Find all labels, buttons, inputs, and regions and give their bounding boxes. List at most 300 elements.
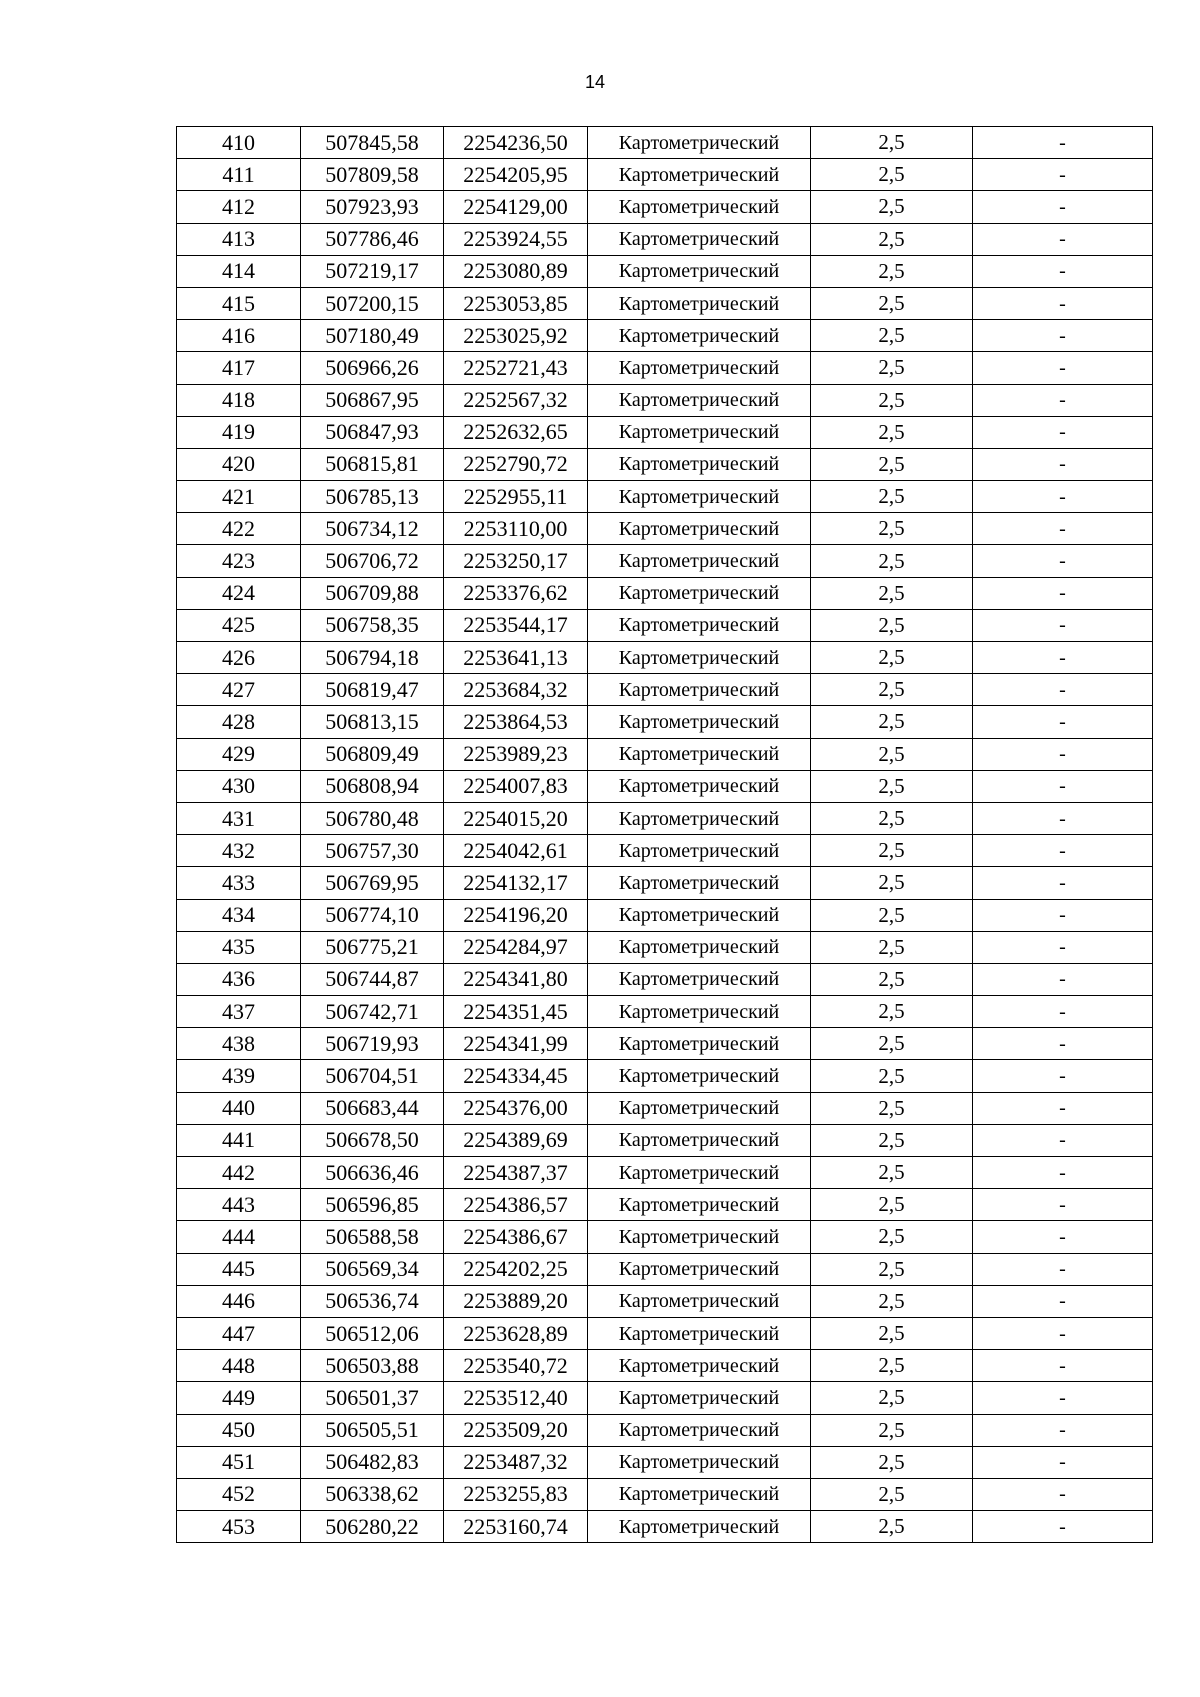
y-coordinate-cell: 2253540,72: [444, 1350, 588, 1382]
point-number-cell: 417: [177, 352, 301, 384]
method-cell: Картометрический: [588, 738, 811, 770]
accuracy-cell: 2,5: [811, 899, 973, 931]
note-cell: -: [973, 159, 1153, 191]
accuracy-cell: 2,5: [811, 996, 973, 1028]
point-number-cell: 452: [177, 1478, 301, 1510]
accuracy-cell: 2,5: [811, 1157, 973, 1189]
y-coordinate-cell: 2253080,89: [444, 255, 588, 287]
y-coordinate-cell: 2252632,65: [444, 416, 588, 448]
table-row: [177, 191, 1153, 223]
x-coordinate-cell: 506501,37: [301, 1382, 444, 1414]
method-cell: Картометрический: [588, 674, 811, 706]
y-coordinate-cell: 2252721,43: [444, 352, 588, 384]
point-number-cell: 420: [177, 448, 301, 480]
point-number-cell: 426: [177, 642, 301, 674]
x-coordinate-cell: 506758,35: [301, 609, 444, 641]
point-number-cell: 442: [177, 1157, 301, 1189]
method-cell: Картометрический: [588, 191, 811, 223]
x-coordinate-cell: 506780,48: [301, 802, 444, 834]
point-number-cell: 436: [177, 963, 301, 995]
table-row: [177, 770, 1153, 802]
accuracy-cell: 2,5: [811, 1317, 973, 1349]
table-row: [177, 1189, 1153, 1221]
method-cell: Картометрический: [588, 1285, 811, 1317]
note-cell: -: [973, 931, 1153, 963]
table-row: [177, 513, 1153, 545]
accuracy-cell: 2,5: [811, 127, 973, 159]
note-cell: -: [973, 287, 1153, 319]
note-cell: -: [973, 738, 1153, 770]
note-cell: -: [973, 770, 1153, 802]
point-number-cell: 446: [177, 1285, 301, 1317]
table-row: [177, 674, 1153, 706]
y-coordinate-cell: 2254376,00: [444, 1092, 588, 1124]
point-number-cell: 427: [177, 674, 301, 706]
note-cell: -: [973, 513, 1153, 545]
point-number-cell: 435: [177, 931, 301, 963]
point-number-cell: 437: [177, 996, 301, 1028]
table-row: [177, 127, 1153, 159]
y-coordinate-cell: 2253487,32: [444, 1446, 588, 1478]
x-coordinate-cell: 506719,93: [301, 1028, 444, 1060]
page-number: 14: [584, 72, 606, 92]
accuracy-cell: 2,5: [811, 642, 973, 674]
x-coordinate-cell: 506809,49: [301, 738, 444, 770]
method-cell: Картометрический: [588, 963, 811, 995]
method-cell: Картометрический: [588, 996, 811, 1028]
method-cell: Картометрический: [588, 352, 811, 384]
note-cell: -: [973, 1221, 1153, 1253]
method-cell: Картометрический: [588, 320, 811, 352]
point-number-cell: 430: [177, 770, 301, 802]
x-coordinate-cell: 506704,51: [301, 1060, 444, 1092]
note-cell: -: [973, 1478, 1153, 1510]
point-number-cell: 432: [177, 835, 301, 867]
x-coordinate-cell: 506482,83: [301, 1446, 444, 1478]
x-coordinate-cell: 507219,17: [301, 255, 444, 287]
x-coordinate-cell: 506588,58: [301, 1221, 444, 1253]
note-cell: -: [973, 416, 1153, 448]
x-coordinate-cell: 507180,49: [301, 320, 444, 352]
table-row: [177, 642, 1153, 674]
x-coordinate-cell: 506636,46: [301, 1157, 444, 1189]
table-row: [177, 545, 1153, 577]
y-coordinate-cell: 2254132,17: [444, 867, 588, 899]
point-number-cell: 444: [177, 1221, 301, 1253]
point-number-cell: 433: [177, 867, 301, 899]
accuracy-cell: 2,5: [811, 320, 973, 352]
x-coordinate-cell: 506815,81: [301, 448, 444, 480]
accuracy-cell: 2,5: [811, 352, 973, 384]
y-coordinate-cell: 2254015,20: [444, 802, 588, 834]
x-coordinate-cell: 506744,87: [301, 963, 444, 995]
point-number-cell: 428: [177, 706, 301, 738]
table-row: [177, 1317, 1153, 1349]
note-cell: -: [973, 802, 1153, 834]
point-number-cell: 410: [177, 127, 301, 159]
accuracy-cell: 2,5: [811, 1253, 973, 1285]
accuracy-cell: 2,5: [811, 448, 973, 480]
accuracy-cell: 2,5: [811, 1414, 973, 1446]
note-cell: -: [973, 867, 1153, 899]
table-row: [177, 1285, 1153, 1317]
point-number-cell: 445: [177, 1253, 301, 1285]
y-coordinate-cell: 2253989,23: [444, 738, 588, 770]
method-cell: Картометрический: [588, 706, 811, 738]
note-cell: -: [973, 835, 1153, 867]
y-coordinate-cell: 2254196,20: [444, 899, 588, 931]
table-row: [177, 416, 1153, 448]
method-cell: Картометрический: [588, 448, 811, 480]
accuracy-cell: 2,5: [811, 384, 973, 416]
x-coordinate-cell: 506813,15: [301, 706, 444, 738]
y-coordinate-cell: 2254205,95: [444, 159, 588, 191]
point-number-cell: 431: [177, 802, 301, 834]
y-coordinate-cell: 2254386,57: [444, 1189, 588, 1221]
table-row: [177, 738, 1153, 770]
y-coordinate-cell: 2252790,72: [444, 448, 588, 480]
x-coordinate-cell: 506280,22: [301, 1511, 444, 1543]
y-coordinate-cell: 2253250,17: [444, 545, 588, 577]
method-cell: Картометрический: [588, 384, 811, 416]
point-number-cell: 412: [177, 191, 301, 223]
table-row: [177, 159, 1153, 191]
method-cell: Картометрический: [588, 1350, 811, 1382]
accuracy-cell: 2,5: [811, 1124, 973, 1156]
coordinates-table: [176, 126, 1153, 1543]
x-coordinate-cell: 507786,46: [301, 223, 444, 255]
table-row: [177, 1511, 1153, 1543]
method-cell: Картометрический: [588, 642, 811, 674]
y-coordinate-cell: 2253160,74: [444, 1511, 588, 1543]
x-coordinate-cell: 507923,93: [301, 191, 444, 223]
method-cell: Картометрический: [588, 1221, 811, 1253]
point-number-cell: 438: [177, 1028, 301, 1060]
accuracy-cell: 2,5: [811, 802, 973, 834]
accuracy-cell: 2,5: [811, 867, 973, 899]
accuracy-cell: 2,5: [811, 545, 973, 577]
method-cell: Картометрический: [588, 577, 811, 609]
note-cell: -: [973, 899, 1153, 931]
table-row: [177, 1253, 1153, 1285]
y-coordinate-cell: 2254387,37: [444, 1157, 588, 1189]
table-row: [177, 1092, 1153, 1124]
x-coordinate-cell: 506775,21: [301, 931, 444, 963]
x-coordinate-cell: 506847,93: [301, 416, 444, 448]
note-cell: -: [973, 1124, 1153, 1156]
table-row: [177, 1382, 1153, 1414]
y-coordinate-cell: 2253025,92: [444, 320, 588, 352]
method-cell: Картометрический: [588, 1478, 811, 1510]
note-cell: -: [973, 545, 1153, 577]
note-cell: -: [973, 1157, 1153, 1189]
point-number-cell: 439: [177, 1060, 301, 1092]
note-cell: -: [973, 642, 1153, 674]
method-cell: Картометрический: [588, 1028, 811, 1060]
table-row: [177, 1221, 1153, 1253]
method-cell: Картометрический: [588, 545, 811, 577]
table-row: [177, 384, 1153, 416]
point-number-cell: 453: [177, 1511, 301, 1543]
accuracy-cell: 2,5: [811, 481, 973, 513]
point-number-cell: 429: [177, 738, 301, 770]
x-coordinate-cell: 506569,34: [301, 1253, 444, 1285]
method-cell: Картометрический: [588, 931, 811, 963]
y-coordinate-cell: 2254386,67: [444, 1221, 588, 1253]
note-cell: -: [973, 352, 1153, 384]
x-coordinate-cell: 506867,95: [301, 384, 444, 416]
method-cell: Картометрический: [588, 609, 811, 641]
table-row: [177, 287, 1153, 319]
note-cell: -: [973, 963, 1153, 995]
x-coordinate-cell: 506774,10: [301, 899, 444, 931]
y-coordinate-cell: 2254351,45: [444, 996, 588, 1028]
point-number-cell: 419: [177, 416, 301, 448]
point-number-cell: 422: [177, 513, 301, 545]
table-row: [177, 1060, 1153, 1092]
table-row: [177, 223, 1153, 255]
note-cell: -: [973, 1382, 1153, 1414]
method-cell: Картометрический: [588, 802, 811, 834]
method-cell: Картометрический: [588, 867, 811, 899]
x-coordinate-cell: 506683,44: [301, 1092, 444, 1124]
accuracy-cell: 2,5: [811, 609, 973, 641]
method-cell: Картометрический: [588, 127, 811, 159]
y-coordinate-cell: 2252567,32: [444, 384, 588, 416]
point-number-cell: 425: [177, 609, 301, 641]
note-cell: -: [973, 706, 1153, 738]
note-cell: -: [973, 577, 1153, 609]
table-row: [177, 609, 1153, 641]
table-row: [177, 996, 1153, 1028]
table-row: [177, 352, 1153, 384]
x-coordinate-cell: 506734,12: [301, 513, 444, 545]
table-row: [177, 867, 1153, 899]
y-coordinate-cell: 2253255,83: [444, 1478, 588, 1510]
accuracy-cell: 2,5: [811, 835, 973, 867]
accuracy-cell: 2,5: [811, 1350, 973, 1382]
x-coordinate-cell: 507845,58: [301, 127, 444, 159]
note-cell: -: [973, 1511, 1153, 1543]
note-cell: -: [973, 481, 1153, 513]
note-cell: -: [973, 609, 1153, 641]
x-coordinate-cell: 506709,88: [301, 577, 444, 609]
x-coordinate-cell: 506512,06: [301, 1317, 444, 1349]
y-coordinate-cell: 2253924,55: [444, 223, 588, 255]
method-cell: Картометрический: [588, 1511, 811, 1543]
point-number-cell: 415: [177, 287, 301, 319]
point-number-cell: 424: [177, 577, 301, 609]
x-coordinate-cell: 507200,15: [301, 287, 444, 319]
note-cell: -: [973, 996, 1153, 1028]
accuracy-cell: 2,5: [811, 1189, 973, 1221]
method-cell: Картометрический: [588, 1446, 811, 1478]
y-coordinate-cell: 2253544,17: [444, 609, 588, 641]
point-number-cell: 450: [177, 1414, 301, 1446]
accuracy-cell: 2,5: [811, 1285, 973, 1317]
accuracy-cell: 2,5: [811, 416, 973, 448]
y-coordinate-cell: 2254284,97: [444, 931, 588, 963]
accuracy-cell: 2,5: [811, 706, 973, 738]
y-coordinate-cell: 2254341,80: [444, 963, 588, 995]
note-cell: -: [973, 1350, 1153, 1382]
accuracy-cell: 2,5: [811, 159, 973, 191]
note-cell: -: [973, 127, 1153, 159]
accuracy-cell: 2,5: [811, 287, 973, 319]
method-cell: Картометрический: [588, 899, 811, 931]
point-number-cell: 411: [177, 159, 301, 191]
table-row: [177, 1350, 1153, 1382]
method-cell: Картометрический: [588, 513, 811, 545]
note-cell: -: [973, 1446, 1153, 1478]
y-coordinate-cell: 2254236,50: [444, 127, 588, 159]
y-coordinate-cell: 2252955,11: [444, 481, 588, 513]
point-number-cell: 443: [177, 1189, 301, 1221]
point-number-cell: 440: [177, 1092, 301, 1124]
table-row: [177, 931, 1153, 963]
accuracy-cell: 2,5: [811, 1446, 973, 1478]
table-row: [177, 802, 1153, 834]
method-cell: Картометрический: [588, 770, 811, 802]
table-row: [177, 963, 1153, 995]
table-row: [177, 706, 1153, 738]
x-coordinate-cell: 506536,74: [301, 1285, 444, 1317]
accuracy-cell: 2,5: [811, 674, 973, 706]
point-number-cell: 447: [177, 1317, 301, 1349]
table-row: [177, 1446, 1153, 1478]
note-cell: -: [973, 1253, 1153, 1285]
y-coordinate-cell: 2254202,25: [444, 1253, 588, 1285]
accuracy-cell: 2,5: [811, 1060, 973, 1092]
method-cell: Картометрический: [588, 835, 811, 867]
table-row: [177, 835, 1153, 867]
method-cell: Картометрический: [588, 481, 811, 513]
accuracy-cell: 2,5: [811, 770, 973, 802]
y-coordinate-cell: 2254341,99: [444, 1028, 588, 1060]
point-number-cell: 434: [177, 899, 301, 931]
point-number-cell: 449: [177, 1382, 301, 1414]
accuracy-cell: 2,5: [811, 577, 973, 609]
method-cell: Картометрический: [588, 1189, 811, 1221]
table-row: [177, 1028, 1153, 1060]
x-coordinate-cell: 506338,62: [301, 1478, 444, 1510]
method-cell: Картометрический: [588, 1382, 811, 1414]
table-row: [177, 320, 1153, 352]
y-coordinate-cell: 2254389,69: [444, 1124, 588, 1156]
x-coordinate-cell: 506819,47: [301, 674, 444, 706]
table-row: [177, 1124, 1153, 1156]
note-cell: -: [973, 1285, 1153, 1317]
method-cell: Картометрический: [588, 1157, 811, 1189]
accuracy-cell: 2,5: [811, 1511, 973, 1543]
y-coordinate-cell: 2253509,20: [444, 1414, 588, 1446]
method-cell: Картометрический: [588, 1317, 811, 1349]
x-coordinate-cell: 506769,95: [301, 867, 444, 899]
note-cell: -: [973, 448, 1153, 480]
table-row: [177, 255, 1153, 287]
accuracy-cell: 2,5: [811, 1478, 973, 1510]
table-row: [177, 1414, 1153, 1446]
accuracy-cell: 2,5: [811, 1092, 973, 1124]
coordinates-table-body: [177, 127, 1153, 1543]
accuracy-cell: 2,5: [811, 1028, 973, 1060]
x-coordinate-cell: 506706,72: [301, 545, 444, 577]
point-number-cell: 451: [177, 1446, 301, 1478]
method-cell: Картометрический: [588, 287, 811, 319]
note-cell: -: [973, 191, 1153, 223]
point-number-cell: 423: [177, 545, 301, 577]
y-coordinate-cell: 2254129,00: [444, 191, 588, 223]
y-coordinate-cell: 2253053,85: [444, 287, 588, 319]
note-cell: -: [973, 1317, 1153, 1349]
x-coordinate-cell: 506808,94: [301, 770, 444, 802]
point-number-cell: 416: [177, 320, 301, 352]
table-row: [177, 481, 1153, 513]
method-cell: Картометрический: [588, 159, 811, 191]
x-coordinate-cell: 506596,85: [301, 1189, 444, 1221]
point-number-cell: 413: [177, 223, 301, 255]
method-cell: Картометрический: [588, 1060, 811, 1092]
method-cell: Картометрический: [588, 1092, 811, 1124]
point-number-cell: 418: [177, 384, 301, 416]
accuracy-cell: 2,5: [811, 223, 973, 255]
y-coordinate-cell: 2254042,61: [444, 835, 588, 867]
accuracy-cell: 2,5: [811, 931, 973, 963]
table-row: [177, 1157, 1153, 1189]
x-coordinate-cell: 506742,71: [301, 996, 444, 1028]
y-coordinate-cell: 2253376,62: [444, 577, 588, 609]
note-cell: -: [973, 1189, 1153, 1221]
accuracy-cell: 2,5: [811, 513, 973, 545]
note-cell: -: [973, 223, 1153, 255]
accuracy-cell: 2,5: [811, 1221, 973, 1253]
point-number-cell: 414: [177, 255, 301, 287]
method-cell: Картометрический: [588, 1253, 811, 1285]
x-coordinate-cell: 506794,18: [301, 642, 444, 674]
x-coordinate-cell: 506678,50: [301, 1124, 444, 1156]
x-coordinate-cell: 506966,26: [301, 352, 444, 384]
y-coordinate-cell: 2253641,13: [444, 642, 588, 674]
x-coordinate-cell: 506503,88: [301, 1350, 444, 1382]
point-number-cell: 448: [177, 1350, 301, 1382]
method-cell: Картометрический: [588, 1124, 811, 1156]
y-coordinate-cell: 2253684,32: [444, 674, 588, 706]
x-coordinate-cell: 506757,30: [301, 835, 444, 867]
y-coordinate-cell: 2254334,45: [444, 1060, 588, 1092]
note-cell: -: [973, 255, 1153, 287]
note-cell: -: [973, 320, 1153, 352]
x-coordinate-cell: 506785,13: [301, 481, 444, 513]
accuracy-cell: 2,5: [811, 1382, 973, 1414]
table-row: [177, 448, 1153, 480]
accuracy-cell: 2,5: [811, 738, 973, 770]
method-cell: Картометрический: [588, 255, 811, 287]
y-coordinate-cell: 2254007,83: [444, 770, 588, 802]
table-row: [177, 899, 1153, 931]
note-cell: -: [973, 1092, 1153, 1124]
accuracy-cell: 2,5: [811, 191, 973, 223]
y-coordinate-cell: 2253512,40: [444, 1382, 588, 1414]
y-coordinate-cell: 2253628,89: [444, 1317, 588, 1349]
table-row: [177, 577, 1153, 609]
x-coordinate-cell: 506505,51: [301, 1414, 444, 1446]
method-cell: Картометрический: [588, 416, 811, 448]
note-cell: -: [973, 674, 1153, 706]
table-row: [177, 1478, 1153, 1510]
y-coordinate-cell: 2253889,20: [444, 1285, 588, 1317]
note-cell: -: [973, 384, 1153, 416]
method-cell: Картометрический: [588, 1414, 811, 1446]
